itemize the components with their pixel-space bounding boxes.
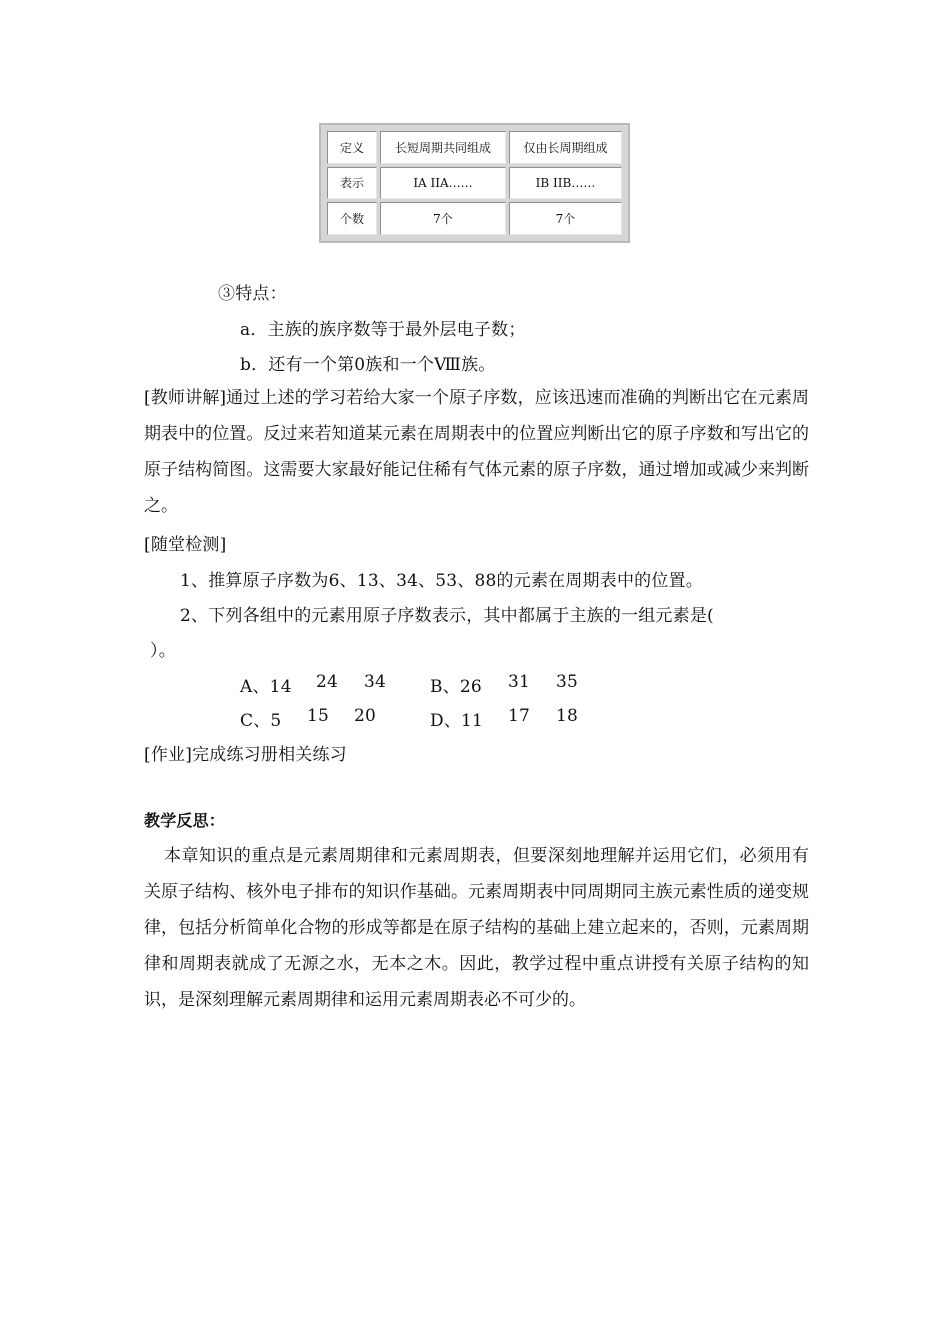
option-b-value-2: 31 bbox=[508, 672, 531, 692]
option-b-label: B、26 bbox=[430, 677, 482, 697]
teacher-explanation: [教师讲解]通过上述的学习若给大家一个原子序数，应该迅速而准确的判断出它在元素周期表中的位置。反过来若知道某元素在周期表中的位置应判断出它的原子序数和写出它的原子结构简图。这需要大家最好能记住稀有气体元素的原子序数，通过增加或减少来判断之。 bbox=[144, 388, 809, 516]
features-heading: ③特点： bbox=[218, 284, 287, 304]
option-a-value-3: 34 bbox=[364, 672, 387, 692]
quiz-question-2-end: ）。 bbox=[150, 641, 176, 661]
table-cell: 定义 bbox=[327, 131, 377, 164]
table-cell: 仅由长周期组成 bbox=[509, 131, 622, 164]
reflection-heading: 教学反思： bbox=[144, 811, 226, 830]
option-d-label: D、11 bbox=[430, 711, 484, 731]
quiz-question-1: 1、推算原子序数为6、13、34、53、88的元素在周期表中的位置。 bbox=[180, 571, 703, 591]
table-cell: 表示 bbox=[327, 167, 377, 200]
homework: [作业]完成练习册相关练习 bbox=[144, 745, 347, 765]
group-definition-table bbox=[319, 123, 630, 243]
option-b-value-3: 35 bbox=[556, 672, 579, 692]
option-c-value-2: 15 bbox=[307, 706, 330, 726]
table-cell: 7个 bbox=[380, 202, 506, 235]
table-cell: 7个 bbox=[509, 202, 622, 235]
table-row bbox=[327, 131, 622, 164]
table-row bbox=[327, 202, 622, 235]
quiz-heading: [随堂检测] bbox=[144, 535, 227, 555]
table-cell: 个数 bbox=[327, 202, 377, 235]
option-c-value-3: 20 bbox=[354, 706, 377, 726]
feature-b: b．还有一个第0族和一个Ⅷ族。 bbox=[240, 355, 496, 375]
table-row bbox=[327, 167, 622, 200]
quiz-question-2: 2、下列各组中的元素用原子序数表示，其中都属于主族的一组元素是( bbox=[180, 606, 714, 626]
table-cell: IA IIA…… bbox=[380, 167, 506, 200]
option-d-value-2: 17 bbox=[508, 706, 531, 726]
feature-a: a．主族的族序数等于最外层电子数； bbox=[240, 320, 526, 340]
table-cell: 长短周期共同组成 bbox=[380, 131, 506, 164]
option-a-value-2: 24 bbox=[316, 672, 339, 692]
option-c-label: C、5 bbox=[240, 711, 282, 731]
option-d-value-3: 18 bbox=[556, 706, 579, 726]
table-cell: IB IIB…… bbox=[509, 167, 622, 200]
option-a-label: A、14 bbox=[240, 677, 292, 697]
reflection-text: 本章知识的重点是元素周期律和元素周期表，但要深刻地理解并运用它们，必须用有关原子结构、核外电子排布的知识作基础。元素周期表中同周期同主族元素性质的递变规律，包括分析简单化合物的形成等都是在原子结构的基础上建立起来的，否则，元素周期律和周期表就成了无源之水，无本之木。因此，教学过程中重点讲授有关原子结构的知识，是深刻理解元素周期律和运用元素周期表必不可少的。 bbox=[144, 846, 809, 1010]
